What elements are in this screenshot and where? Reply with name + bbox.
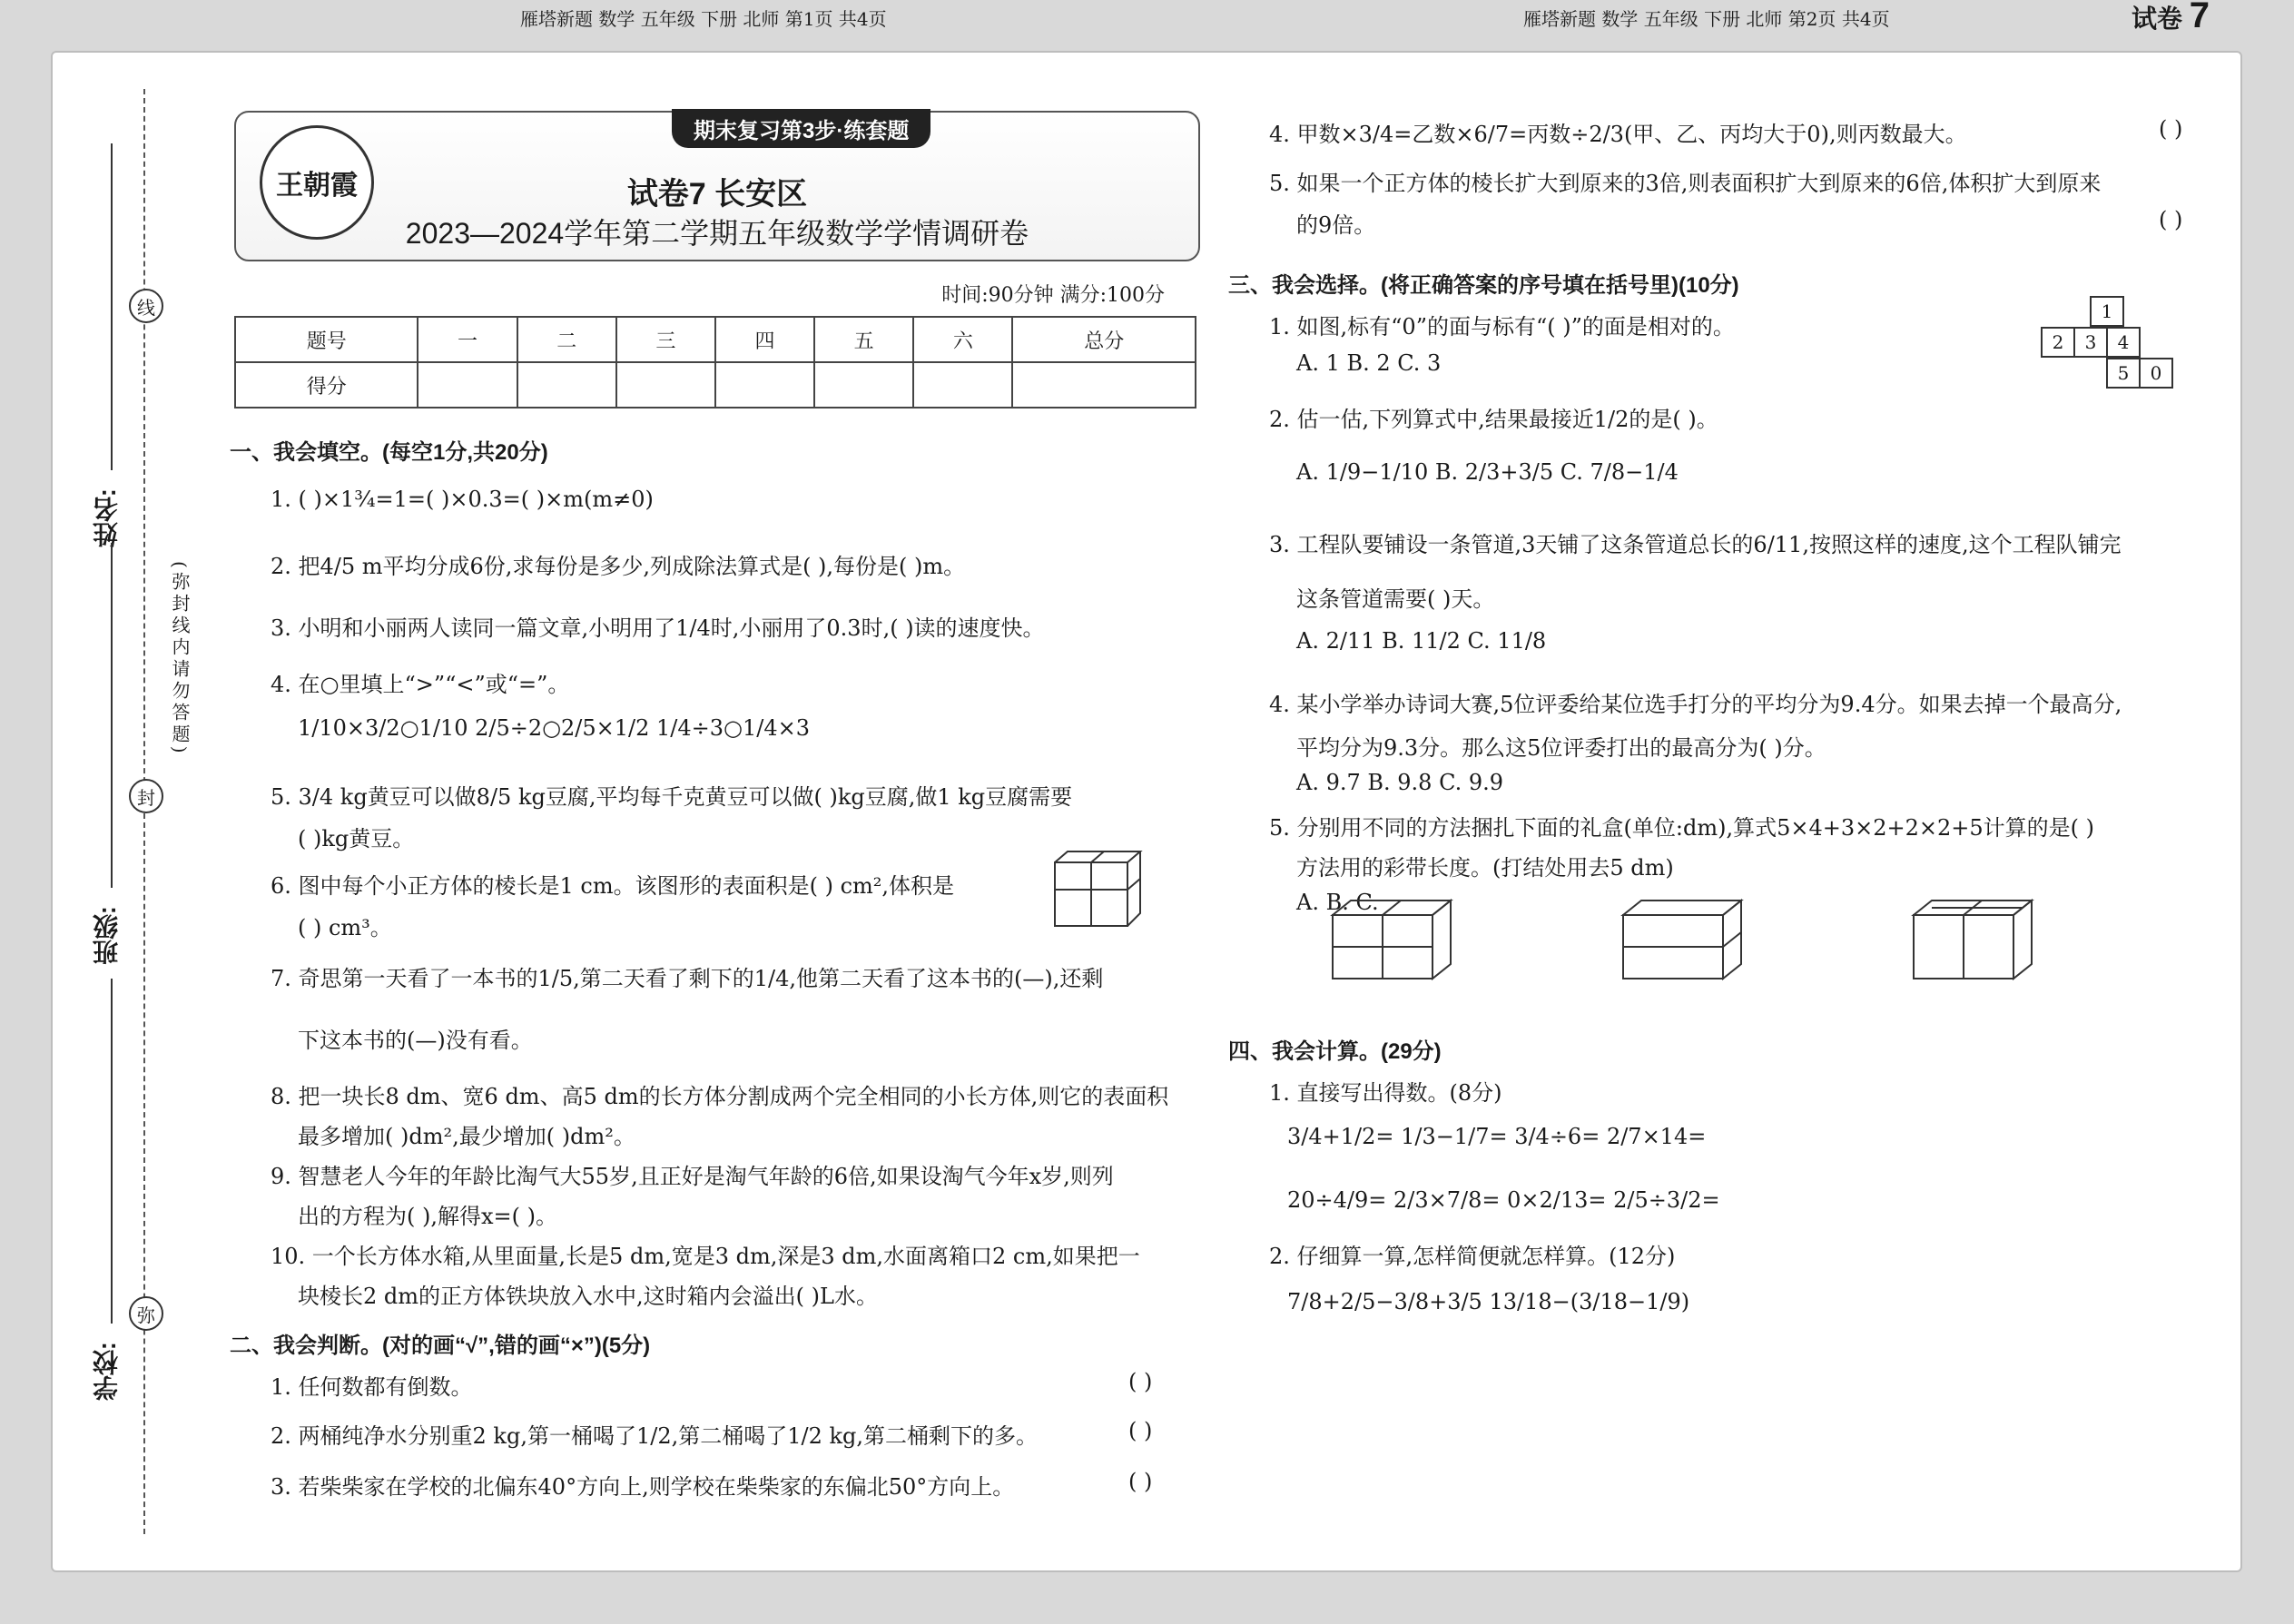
school-label: 学校: — [93, 1342, 121, 1402]
paper-number: 7 — [2189, 0, 2210, 35]
option-row: A. 1/9−1/10 B. 2/3+3/5 C. 7/8−1/4 — [1296, 459, 1679, 485]
question-text: 这条管道需要( )天。 — [1296, 586, 1495, 612]
table-cell: 题号 — [235, 317, 418, 362]
question-text: 1. 直接写出得数。(8分) — [1269, 1080, 1502, 1106]
answer-paren[interactable]: ( ) — [2159, 207, 2183, 232]
question-text: 出的方程为( ),解得x=( )。 — [298, 1204, 557, 1229]
option-row: A. 2/11 B. 11/2 C. 11/8 — [1296, 628, 1547, 654]
option-row: A. 1 B. 2 C. 3 — [1296, 350, 1442, 376]
score-input-cell[interactable] — [715, 362, 814, 408]
question-text: 4. 某小学举办诗词大赛,5位评委给某位选手打分的平均分为9.4分。如果去掉一个最高分, — [1269, 692, 2122, 717]
exam-subtitle: 2023—2024学年第二学期五年级数学学情调研卷 — [405, 217, 1029, 250]
question-text: 2. 估一估,下列算式中,结果最接近1/2的是( )。 — [1269, 407, 1718, 432]
score-input-cell[interactable] — [517, 362, 616, 408]
question-text: 4. 甲数×3/4=乙数×6/7=丙数÷2/3(甲、乙、丙均大于0),则丙数最大。 — [1269, 122, 1967, 147]
table-cell: 得分 — [235, 362, 418, 408]
score-input-cell[interactable] — [616, 362, 715, 408]
table-cell: 二 — [517, 317, 616, 362]
question-text: 2. 把4/5 m平均分成6份,求每份是多少,列成除法算式是( ),每份是( )m。 — [271, 554, 966, 579]
net-cell: 4 — [2106, 327, 2141, 358]
table-cell: 一 — [418, 317, 517, 362]
question-text: 3. 小明和小丽两人读同一篇文章,小明用了1/4时,小丽用了0.3时,( )读的速度快。 — [271, 615, 1045, 641]
question-text: ( ) cm³。 — [298, 915, 392, 940]
name-line[interactable] — [111, 143, 113, 470]
question-text: 9. 智慧老人今年的年龄比淘气大55岁,且正好是淘气年龄的6倍,如果设淘气今年x岁,则列 — [271, 1164, 1114, 1189]
gift-box-figures-icon — [1314, 888, 2168, 988]
brand-logo-icon: 王朝霞 — [260, 125, 374, 240]
page-footer-right: 雁塔新题 数学 五年级 下册 北师 第2页 共4页 — [1523, 8, 1890, 30]
paper-number-badge — [2132, 0, 2210, 36]
class-line[interactable] — [111, 543, 113, 888]
header-tag: 期末复习第3步·练套题 — [672, 109, 930, 148]
question-text: 的9倍。 — [1296, 212, 1376, 238]
calc-row: 7/8+2/5−3/8+3/5 13/18−(3/18−1/9) — [1287, 1289, 1690, 1314]
score-input-cell[interactable] — [1012, 362, 1196, 408]
question-text: ( )kg黄豆。 — [298, 826, 415, 851]
exam-title: 试卷7 长安区 — [626, 177, 808, 212]
school-line[interactable] — [111, 979, 113, 1324]
cube-figure-icon — [1051, 850, 1142, 931]
section-title: 三、我会选择。(将正确答案的序号填在括号里)(10分) — [1228, 273, 1739, 298]
calc-row: 3/4+1/2= 1/3−1/7= 3/4÷6= 2/7×14= — [1287, 1124, 1707, 1149]
paper-label: 试卷 — [2131, 5, 2182, 33]
seal-mark-seal: 封 — [129, 779, 163, 813]
question-text: 7. 奇思第一天看了一本书的1/5,第二天看了剩下的1/4,他第二天看了这本书的(—),还剩 — [271, 966, 1104, 991]
table-cell: 总分 — [1012, 317, 1196, 362]
score-table — [234, 316, 1196, 408]
calc-row: 20÷4/9= 2/3×7/8= 0×2/13= 2/5÷3/2= — [1287, 1187, 1720, 1213]
question-text: 4. 在○里填上“>”“<”或“=”。 — [271, 672, 570, 697]
question-text: 3. 若柴柴家在学校的北偏东40°方向上,则学校在柴柴家的东偏北50°方向上。 — [271, 1474, 1015, 1500]
question-text: 3. 工程队要铺设一条管道,3天铺了这条管道总长的6/11,按照这样的速度,这个工程队铺完 — [1269, 532, 2122, 557]
answer-paren[interactable]: ( ) — [1128, 1369, 1153, 1394]
table-cell: 三 — [616, 317, 715, 362]
question-text: 1/10×3/2○1/10 2/5÷2○2/5×1/2 1/4÷3○1/4×3 — [298, 715, 810, 741]
score-input-cell[interactable] — [418, 362, 517, 408]
net-cell: 5 — [2106, 358, 2141, 389]
question-text: 1. ( )×1¾=1=( )×0.3=( )×m(m≠0) — [271, 487, 654, 512]
question-text: 6. 图中每个小正方体的棱长是1 cm。该图形的表面积是( ) cm²,体积是 — [271, 873, 955, 899]
binding-strip — [53, 53, 189, 1570]
net-cell: 2 — [2041, 327, 2075, 358]
score-input-cell[interactable] — [913, 362, 1012, 408]
question-text: 8. 把一块长8 dm、宽6 dm、高5 dm的长方体分割成两个完全相同的小长方体,则它的表面积 — [271, 1084, 1169, 1109]
option-row: A. B. C. — [1296, 890, 1379, 915]
question-text: 5. 3/4 kg黄豆可以做8/5 kg豆腐,平均每千克黄豆可以做( )kg豆腐,做1 kg豆腐需要 — [271, 784, 1073, 810]
score-value-row — [235, 362, 1196, 408]
section-title: 二、我会判断。(对的画“√”,错的画“×”)(5分) — [230, 1334, 651, 1358]
score-input-cell[interactable] — [814, 362, 913, 408]
score-header-row — [235, 317, 1196, 362]
table-cell: 四 — [715, 317, 814, 362]
question-text: 10. 一个长方体水箱,从里面量,长是5 dm,宽是3 dm,深是3 dm,水面离箱口2 cm,如果把一 — [271, 1244, 1140, 1269]
option-row: A. 9.7 B. 9.8 C. 9.9 — [1296, 770, 1504, 795]
net-cell: 0 — [2139, 358, 2173, 389]
question-text: 2. 仔细算一算,怎样简便就怎样算。(12分) — [1269, 1244, 1676, 1269]
question-text: 最多增加( )dm²,最少增加( )dm²。 — [298, 1124, 635, 1149]
exam-page — [51, 0, 2242, 1572]
name-label: 姓名: — [93, 488, 121, 548]
table-cell: 六 — [913, 317, 1012, 362]
question-text: 5. 分别用不同的方法捆扎下面的礼盒(单位:dm),算式5×4+3×2+2×2+5计算的是( ) — [1269, 815, 2094, 841]
section-title: 四、我会计算。(29分) — [1228, 1039, 1442, 1064]
question-text: 方法用的彩带长度。(打结处用去5 dm) — [1296, 855, 1674, 881]
seal-mark-cover: 弥 — [129, 1296, 163, 1331]
section-title: 一、我会填空。(每空1分,共20分) — [230, 440, 548, 465]
question-text: 下这本书的(—)没有看。 — [298, 1028, 533, 1053]
net-cell: 1 — [2090, 296, 2124, 327]
class-label: 班级: — [93, 906, 121, 966]
header-banner — [234, 111, 1200, 261]
seal-mark-line: 线 — [129, 289, 163, 323]
page-footer-left: 雁塔新题 数学 五年级 下册 北师 第1页 共4页 — [520, 8, 887, 30]
question-text: 1. 任何数都有倒数。 — [271, 1374, 473, 1400]
exam-meta: 时间:90分钟 满分:100分 — [941, 284, 1165, 307]
question-text: 块棱长2 dm的正方体铁块放入水中,这时箱内会溢出( )L水。 — [298, 1284, 878, 1309]
question-text: 1. 如图,标有“0”的面与标有“( )”的面是相对的。 — [1269, 314, 1735, 340]
question-text: 2. 两桶纯净水分别重2 kg,第一桶喝了1/2,第二桶喝了1/2 kg,第二桶剩下的多。 — [271, 1423, 1039, 1449]
table-cell: 五 — [814, 317, 913, 362]
net-cell: 3 — [2073, 327, 2108, 358]
seal-note: (弥封线内请勿答题) — [169, 561, 191, 757]
question-text: 平均分为9.3分。那么这5位评委打出的最高分为( )分。 — [1296, 735, 1826, 761]
question-text: 5. 如果一个正方体的棱长扩大到原来的3倍,则表面积扩大到原来的6倍,体积扩大到原来 — [1269, 171, 2102, 196]
answer-paren[interactable]: ( ) — [2159, 116, 2183, 142]
answer-paren[interactable]: ( ) — [1128, 1469, 1153, 1494]
answer-paren[interactable]: ( ) — [1128, 1418, 1153, 1443]
